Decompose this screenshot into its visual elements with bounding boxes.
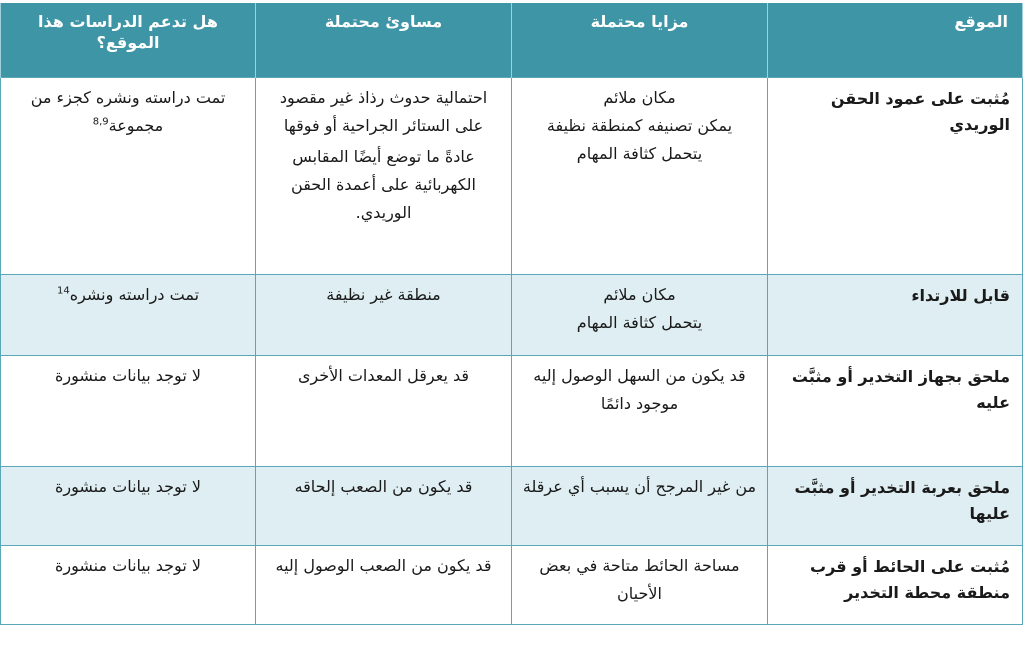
header-location: الموقع xyxy=(768,3,1023,78)
advantage-item: يمكن تصنيفه كمنطقة نظيفة xyxy=(546,116,733,135)
advantage-item: موجود دائمًا xyxy=(600,394,679,413)
advantage-item: مساحة الحائط متاحة في بعض الأحيان xyxy=(539,556,740,603)
advantage-item: مكان ملائم xyxy=(603,285,676,304)
disadvantage-item: منطقة غير نظيفة xyxy=(326,285,441,304)
header-studies: هل تدعم الدراسات هذا الموقع؟ xyxy=(1,3,256,78)
advantages-cell xyxy=(512,546,768,625)
location-cell: مُثبت على عمود الحقن الوريدي xyxy=(768,78,1023,275)
location-cell: قابل للارتداء xyxy=(768,275,1023,356)
disadvantage-item: قد يكون من الصعب إلحاقه xyxy=(294,477,473,496)
studies-cell xyxy=(1,275,256,356)
table-row xyxy=(1,356,1023,467)
disadvantages-cell xyxy=(256,467,512,546)
advantages-cell xyxy=(512,356,768,467)
disadvantages-cell xyxy=(256,78,512,275)
header-row xyxy=(1,3,1023,78)
advantage-item: يتحمل كثافة المهام xyxy=(576,144,703,163)
studies-cell xyxy=(1,467,256,546)
location-cell: ملحق بعربة التخدير أو مثبَّت عليها xyxy=(768,467,1023,546)
table-row xyxy=(1,78,1023,275)
disadvantage-item: قد يعرقل المعدات الأخرى xyxy=(297,366,470,385)
advantages-cell xyxy=(512,275,768,356)
studies-text: لا توجد بيانات منشورة xyxy=(55,366,201,385)
studies-cell xyxy=(1,78,256,275)
studies-text: تمت دراسته ونشره كجزء من مجموعة xyxy=(30,88,226,135)
location-cell: مُثبت على الحائط أو قرب منطقة محطة التخدير xyxy=(768,546,1023,625)
table-row xyxy=(1,275,1023,356)
studies-cell xyxy=(1,546,256,625)
header-disadvantages: مساوئ محتملة xyxy=(256,3,512,78)
disadvantage-item: احتمالية حدوث رذاذ غير مقصود على الستائر الجراحية أو فوقها xyxy=(279,88,488,135)
studies-reference: 8,9 xyxy=(92,116,109,128)
table-row xyxy=(1,467,1023,546)
location-cell: ملحق بجهاز التخدير أو مثبَّت عليه xyxy=(768,356,1023,467)
advantage-item: من غير المرجح أن يسبب أي عرقلة xyxy=(522,477,757,496)
comparison-table-container xyxy=(1,3,1023,625)
disadvantage-item: عادةً ما توضع أيضًا المقابس الكهربائية على أعمدة الحقن الوريدي. xyxy=(291,147,476,222)
disadvantages-cell xyxy=(256,356,512,467)
advantage-item: قد يكون من السهل الوصول إليه xyxy=(533,366,746,385)
advantages-cell xyxy=(512,467,768,546)
advantage-item: مكان ملائم xyxy=(603,88,676,107)
comparison-table xyxy=(0,3,1023,625)
table-row xyxy=(1,546,1023,625)
disadvantage-item: قد يكون من الصعب الوصول إليه xyxy=(275,556,492,575)
disadvantages-cell xyxy=(256,546,512,625)
advantage-item: يتحمل كثافة المهام xyxy=(576,313,703,332)
studies-text: لا توجد بيانات منشورة xyxy=(55,556,201,575)
studies-reference: 14 xyxy=(56,285,70,297)
header-advantages: مزايا محتملة xyxy=(512,3,768,78)
disadvantages-cell xyxy=(256,275,512,356)
studies-text: لا توجد بيانات منشورة xyxy=(55,477,201,496)
studies-text: تمت دراسته ونشره xyxy=(69,285,200,304)
studies-cell xyxy=(1,356,256,467)
advantages-cell xyxy=(512,78,768,275)
